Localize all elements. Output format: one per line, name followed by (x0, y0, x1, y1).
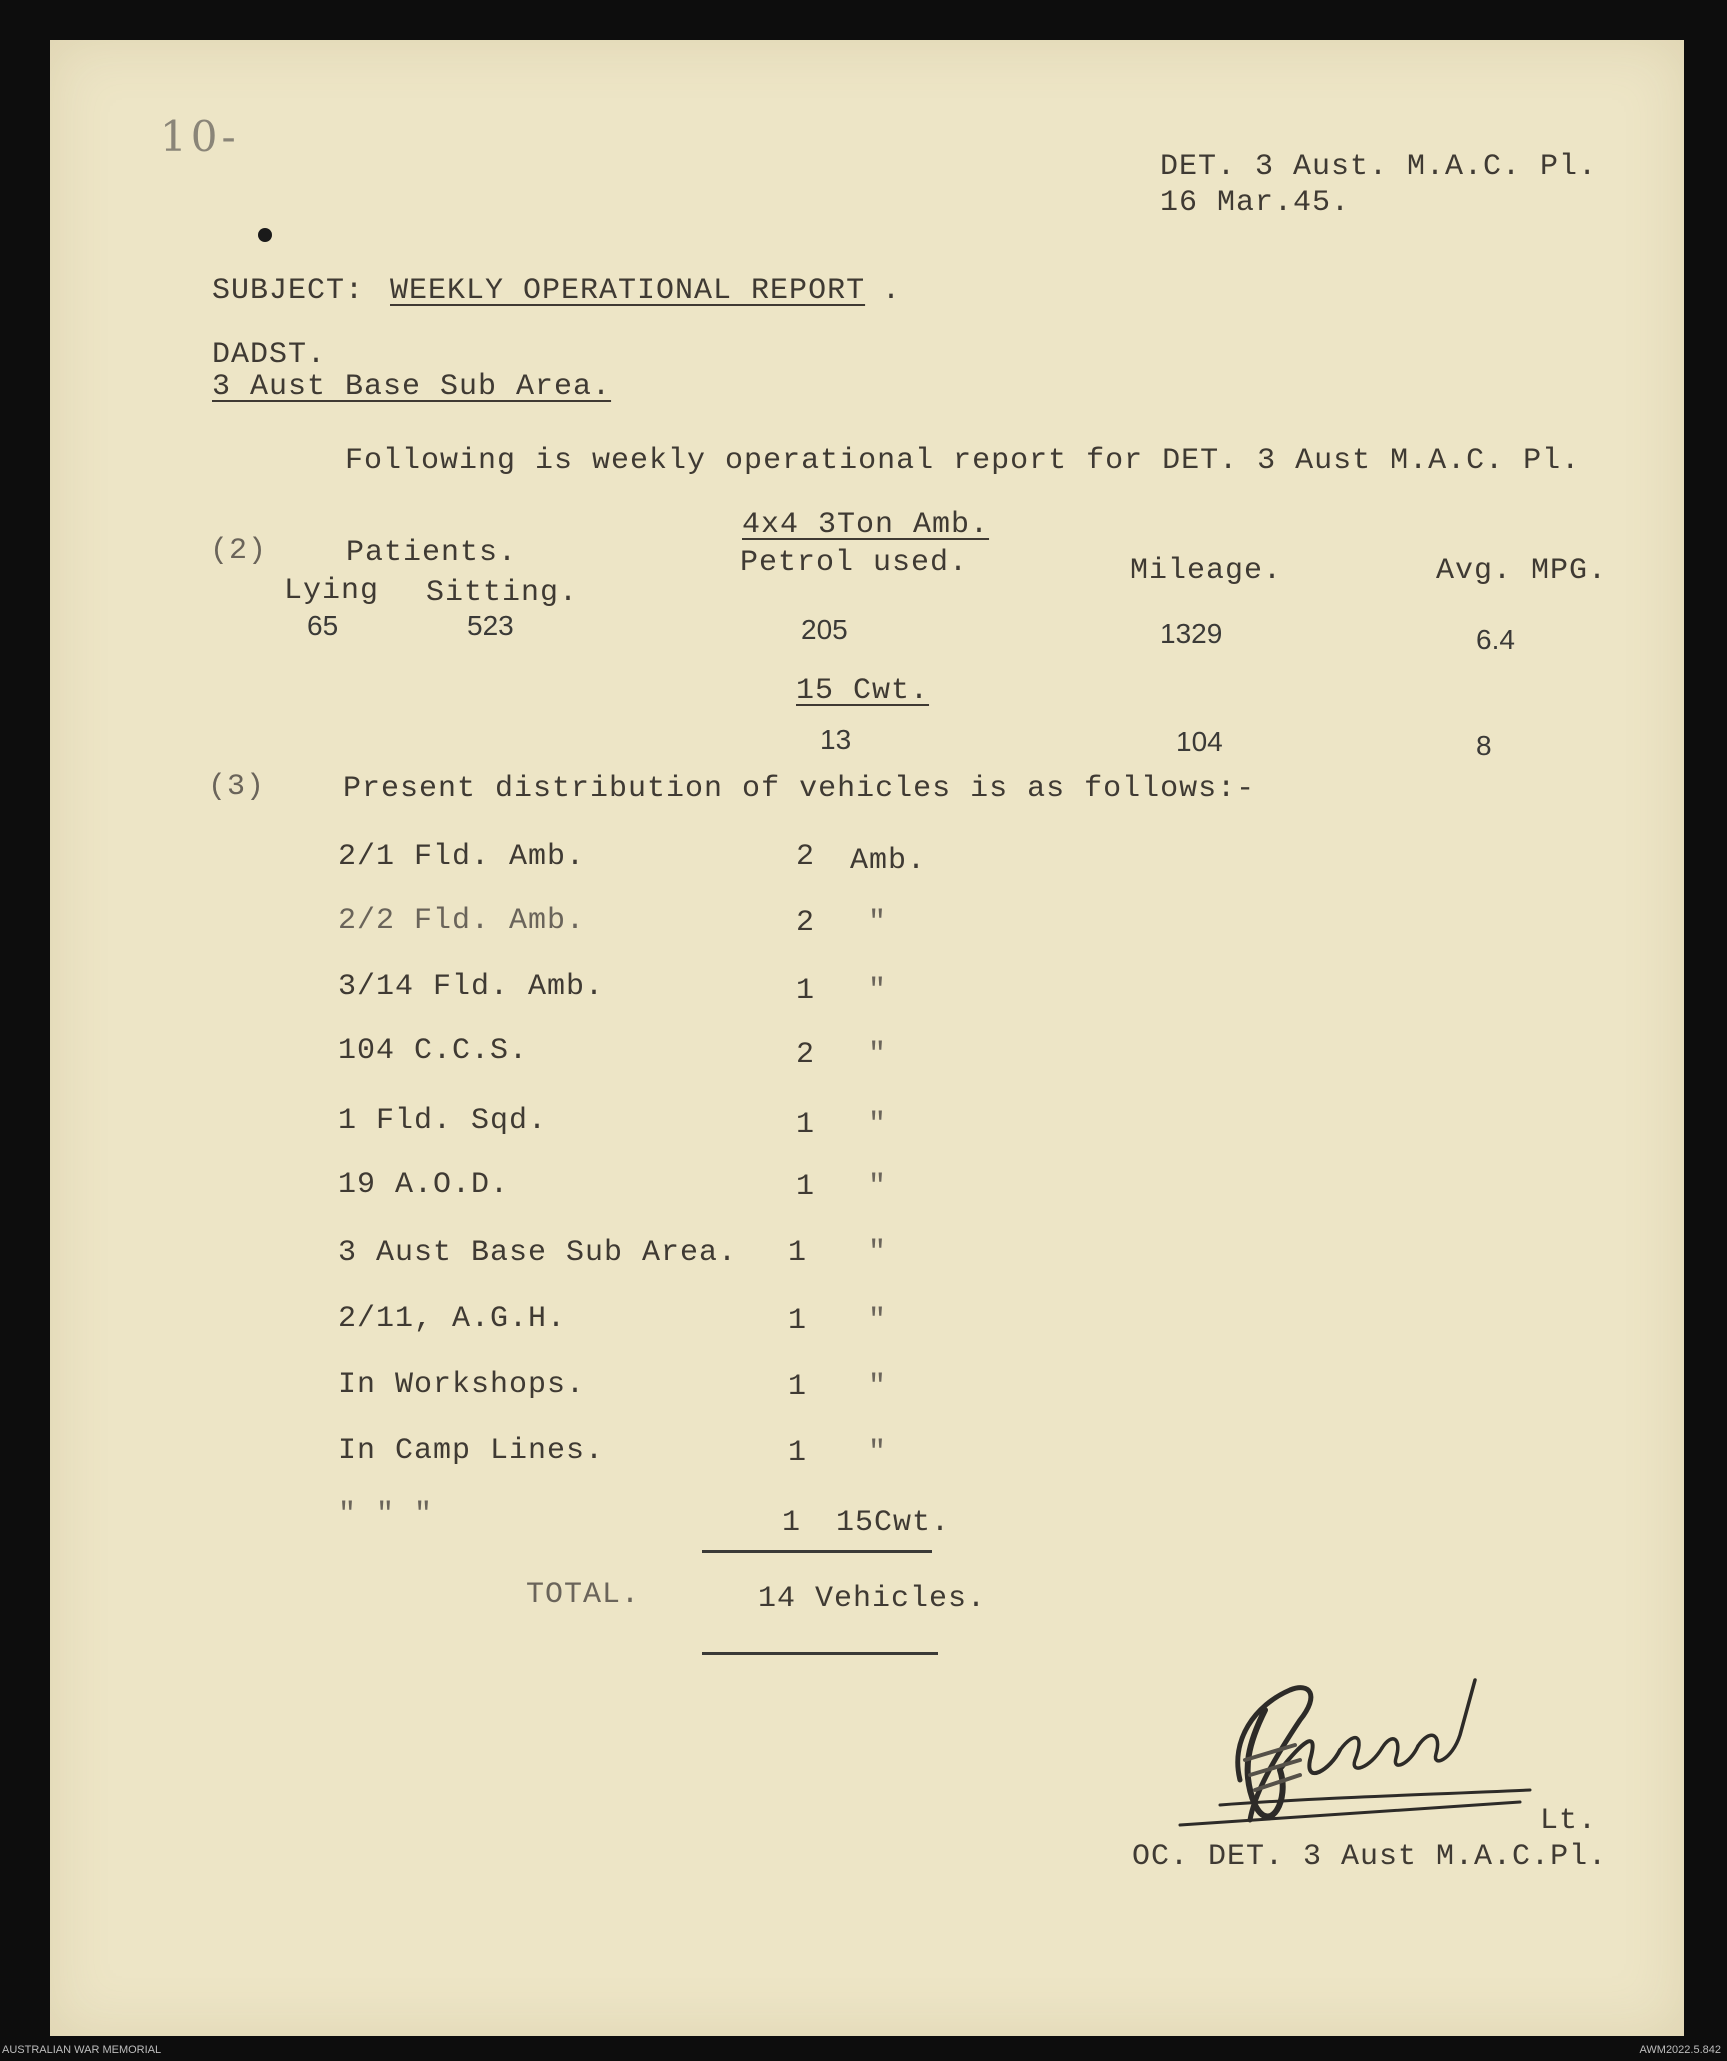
list-item-unit: 104 C.C.S. (338, 1034, 529, 1068)
addressee-line2: 3 Aust Base Sub Area. (212, 370, 612, 404)
mpg-label: Avg. MPG. (1436, 554, 1608, 588)
punch-hole (258, 228, 272, 242)
list-item-unit: In Workshops. (338, 1368, 586, 1402)
list-item-type: Amb. (850, 844, 927, 878)
total-rule-top (702, 1550, 932, 1553)
list-item-unit: 2/1 Fld. Amb. (338, 840, 586, 874)
total-rule-bottom (702, 1652, 938, 1655)
list-item-unit: 3 Aust Base Sub Area. (338, 1236, 738, 1270)
subject-title: WEEKLY OPERATIONAL REPORT (390, 274, 866, 308)
list-item-qty: 1 (788, 1304, 808, 1338)
total-label: TOTAL. (526, 1578, 641, 1612)
list-item-qty: 1 (796, 1108, 816, 1142)
mpg-value-15cwt: 8 (1476, 730, 1492, 761)
list-item-unit: " " " (338, 1498, 434, 1532)
list-item-qty: 2 (796, 906, 816, 940)
sitting-label: Sitting. (426, 576, 579, 610)
subject-label: SUBJECT: (212, 274, 365, 308)
mpg-value-3ton: 6.4 (1476, 624, 1515, 655)
mileage-value-15cwt: 104 (1176, 726, 1223, 757)
section3-number: (3) (208, 770, 266, 804)
list-item-qty: 2 (796, 1038, 816, 1072)
lying-label: Lying (284, 574, 380, 608)
footer-institution: AUSTRALIAN WAR MEMORIAL (2, 2044, 162, 2056)
list-item-qty: 2 (796, 840, 816, 874)
vehicle-type-15cwt: 15 Cwt. (796, 674, 930, 708)
petrol-value-15cwt: 13 (820, 724, 852, 755)
list-item-type: " (868, 1436, 888, 1470)
header-date: 16 Mar.45. (1160, 186, 1351, 220)
list-item-type: " (868, 906, 888, 940)
handwritten-signature (1160, 1650, 1540, 1850)
mileage-value-3ton: 1329 (1160, 618, 1223, 649)
list-item-unit: In Camp Lines. (338, 1434, 605, 1468)
mileage-label: Mileage. (1130, 554, 1283, 588)
list-item-unit: 2/11, A.G.H. (338, 1302, 567, 1336)
signature-rank: Lt. (1540, 1804, 1598, 1838)
vehicle-type-3ton: 4x4 3Ton Amb. (742, 508, 990, 542)
list-item-qty: 1 (796, 974, 816, 1008)
list-item-qty: 1 (788, 1436, 808, 1470)
sitting-value: 523 (467, 610, 514, 641)
section3-heading: Present distribution of vehicles is as follows:- (343, 772, 1256, 806)
list-item-qty: 1 (782, 1506, 802, 1540)
list-item-type: " (868, 1304, 888, 1338)
list-item-type: " (868, 974, 888, 1008)
footer-accession-number: AWM2022.5.842 (1639, 2044, 1721, 2056)
list-item-type: 15Cwt. (836, 1506, 951, 1540)
header-unit: DET. 3 Aust. M.A.C. Pl. (1160, 150, 1598, 184)
addressee-line1: DADST. (212, 338, 327, 372)
list-item-type: " (868, 1170, 888, 1204)
list-item-type: " (868, 1108, 888, 1142)
list-item-type: " (868, 1370, 888, 1404)
list-item-unit: 2/2 Fld. Amb. (338, 904, 586, 938)
petrol-value-3ton: 205 (801, 614, 848, 645)
signature-title: OC. DET. 3 Aust M.A.C.Pl. (1132, 1840, 1608, 1874)
intro-text: Following is weekly operational report for DET. 3 Aust M.A.C. Pl. (345, 444, 1581, 478)
list-item-unit: 3/14 Fld. Amb. (338, 970, 605, 1004)
list-item-qty: 1 (788, 1370, 808, 1404)
list-item-unit: 1 Fld. Sqd. (338, 1104, 548, 1138)
list-item-qty: 1 (788, 1236, 808, 1270)
list-item-type: " (868, 1236, 888, 1270)
total-value: 14 Vehicles. (758, 1582, 987, 1616)
patients-label: Patients. (346, 536, 518, 570)
section2-number: (2) (210, 534, 268, 568)
list-item-type: " (868, 1038, 888, 1072)
petrol-label: Petrol used. (740, 546, 969, 580)
pencil-folio-mark: 10- (160, 112, 240, 161)
list-item-qty: 1 (796, 1170, 816, 1204)
list-item-unit: 19 A.O.D. (338, 1168, 510, 1202)
subject-period: . (882, 274, 902, 308)
lying-value: 65 (307, 610, 339, 641)
